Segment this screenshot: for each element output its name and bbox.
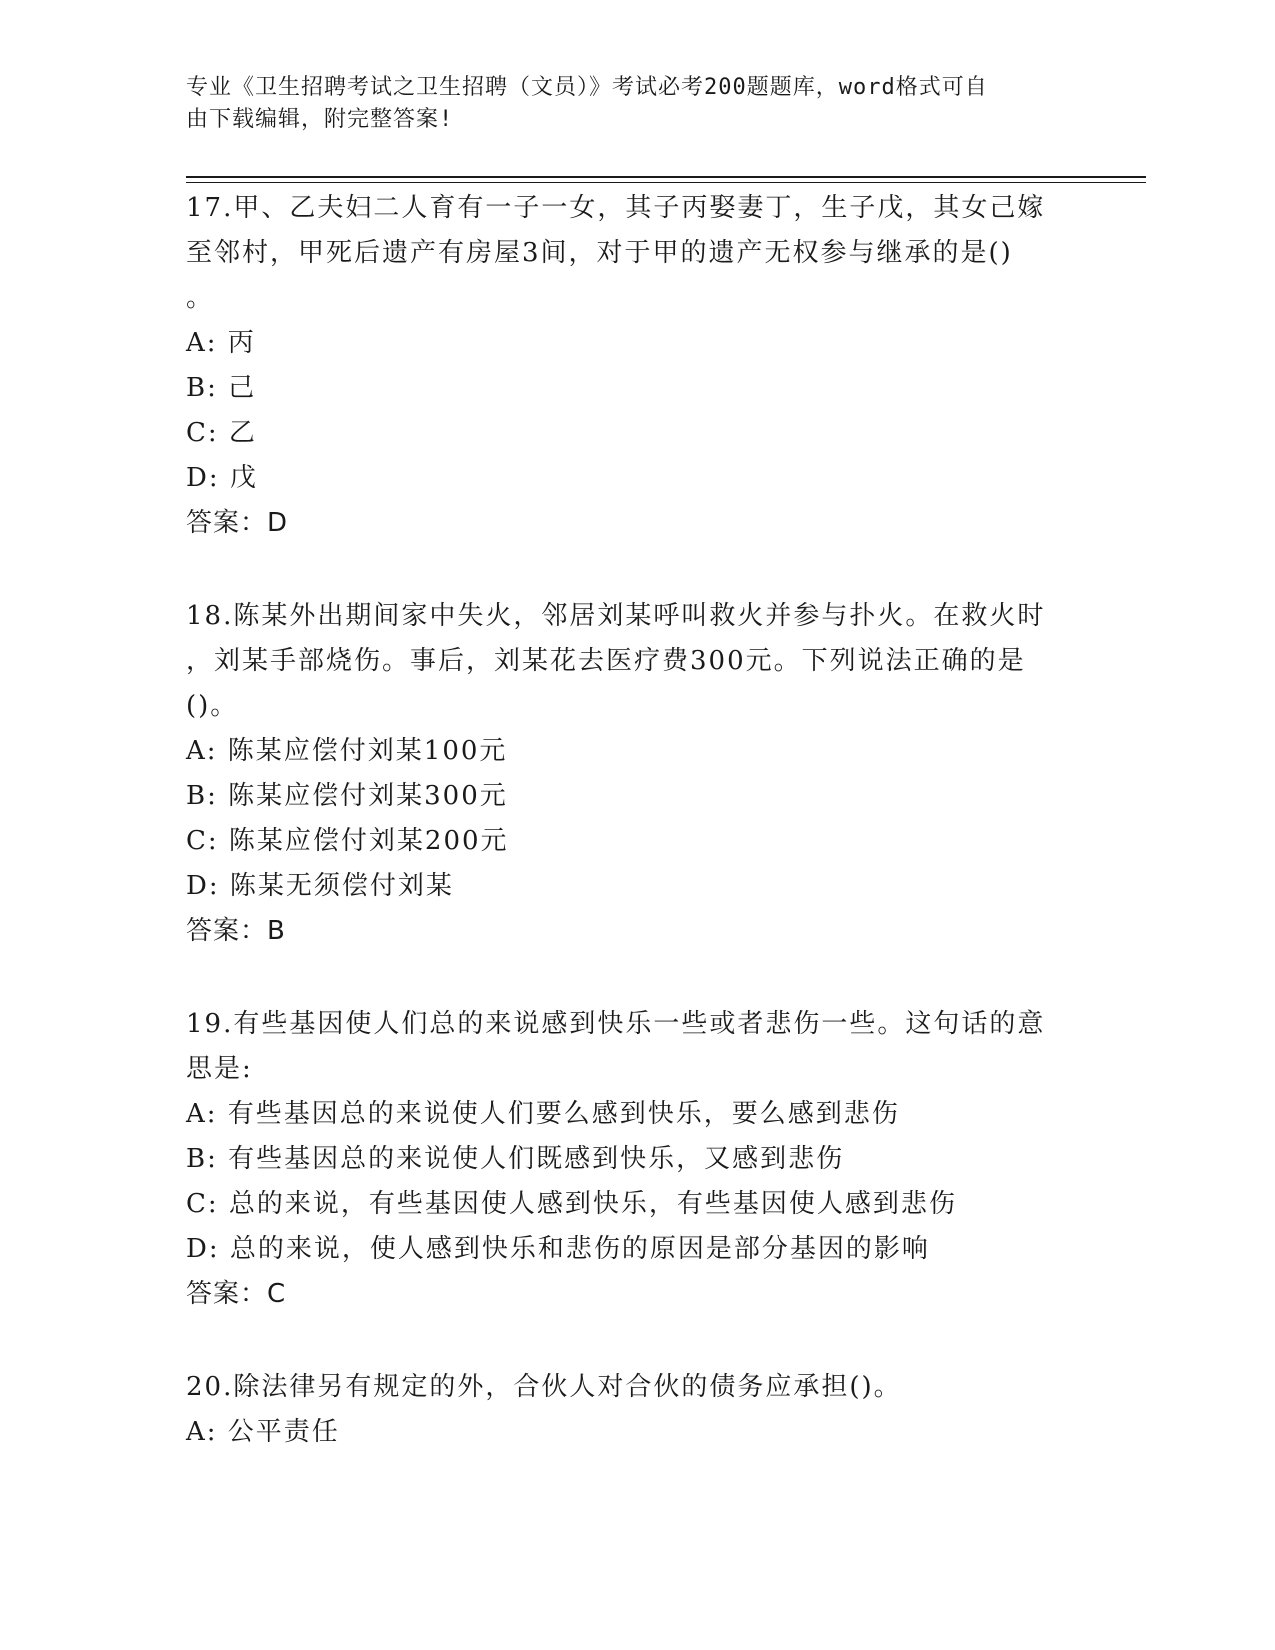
option-d: D: 总的来说，使人感到快乐和悲伤的原因是部分基因的影响: [186, 1234, 930, 1264]
stem-line: 思是:: [186, 1054, 253, 1084]
stem-line: 至邻村，甲死后遗产有房屋3间，对于甲的遗产无权参与继承的是(): [186, 238, 1013, 268]
question-17: [186, 186, 1086, 546]
option-d: D: 戊: [186, 463, 258, 493]
header-line-2: 由下载编辑，附完整答案!: [186, 107, 454, 132]
question-20: [186, 1365, 1086, 1455]
option-b: B: 有些基因总的来说使人们既感到快乐，又感到悲伤: [186, 1144, 845, 1174]
stem-line: ，刘某手部烧伤。事后，刘某花去医疗费300元。下列说法正确的是: [186, 646, 1026, 676]
option-b: B: 己: [186, 373, 257, 403]
stem-line: 18.陈某外出期间家中失火，邻居刘某呼叫救火并参与扑火。在救火时: [186, 601, 1046, 631]
answer: 答案：B: [186, 916, 286, 946]
answer: 答案：C: [186, 1279, 287, 1309]
option-c: C: 陈某应偿付刘某200元: [186, 826, 509, 856]
question-stem: [186, 186, 1086, 321]
question-stem: [186, 594, 1086, 729]
stem-line: 17.甲、乙夫妇二人育有一子一女，其子丙娶妻丁，生子戊，其女己嫁: [186, 193, 1046, 223]
header-divider-thin: [186, 182, 1146, 183]
option-c: C: 乙: [186, 418, 257, 448]
header-line-1: 专业《卫生招聘考试之卫生招聘（文员）》考试必考200题题库，word格式可自: [186, 75, 988, 100]
question-19: [186, 1002, 1086, 1317]
stem-line: 20.除法律另有规定的外，合伙人对合伙的债务应承担()。: [186, 1372, 902, 1402]
option-a: A: 丙: [186, 328, 256, 358]
stem-line: ()。: [186, 691, 239, 721]
question-list: [186, 186, 1086, 1503]
header-divider-thick: [186, 176, 1146, 178]
option-a: A: 陈某应偿付刘某100元: [186, 736, 508, 766]
stem-line: 。: [186, 283, 215, 313]
question-stem: [186, 1365, 1086, 1410]
document-header: [186, 72, 1066, 136]
option-a: A: 有些基因总的来说使人们要么感到快乐，要么感到悲伤: [186, 1099, 900, 1129]
option-b: B: 陈某应偿付刘某300元: [186, 781, 508, 811]
option-c: C: 总的来说，有些基因使人感到快乐，有些基因使人感到悲伤: [186, 1189, 957, 1219]
question-stem: [186, 1002, 1086, 1092]
stem-line: 19.有些基因使人们总的来说感到快乐一些或者悲伤一些。这句话的意: [186, 1009, 1046, 1039]
option-d: D: 陈某无须偿付刘某: [186, 871, 454, 901]
answer: 答案：D: [186, 508, 289, 538]
question-18: [186, 594, 1086, 954]
option-a: A: 公平责任: [186, 1417, 340, 1447]
